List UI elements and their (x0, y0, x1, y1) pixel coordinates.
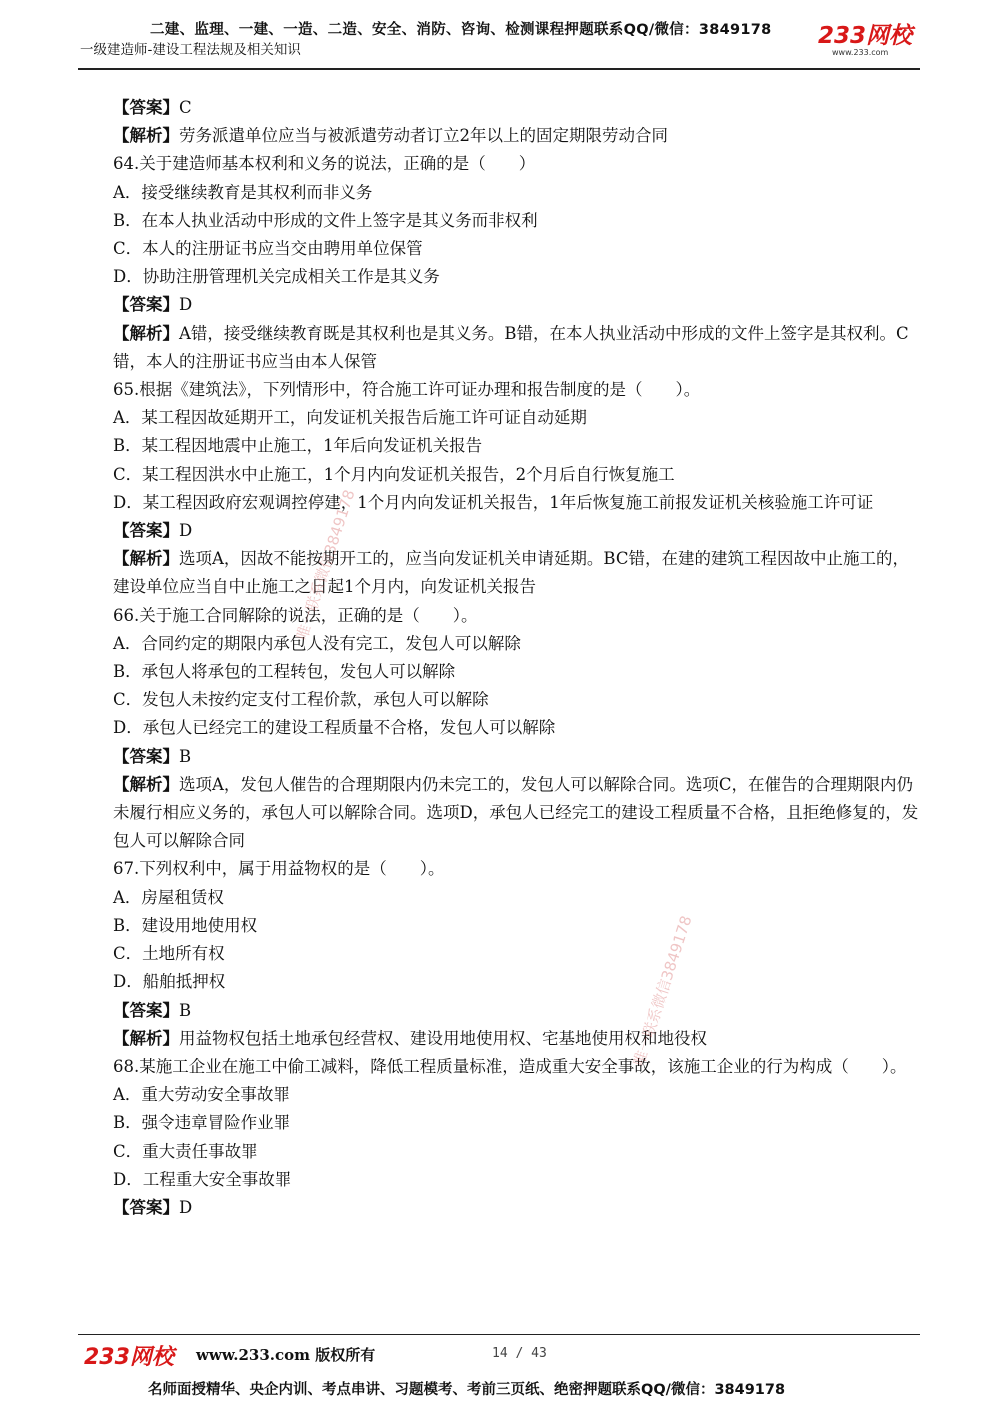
answer-option: A．合同约定的期限内承包人没有完工，发包人可以解除 (113, 633, 521, 653)
question-stem: 67.下列权利中，属于用益物权的是（ ）。 (113, 859, 445, 879)
analysis-paragraph (77, 545, 925, 601)
answer-option: C．本人的注册证书应当交由聘用单位保管 (113, 239, 423, 259)
answer-line (77, 1194, 925, 1222)
answer-line (77, 997, 925, 1025)
analysis-label: 【解析】 (113, 126, 179, 146)
footer-copyright: www.233.com 版权所有 (196, 1346, 376, 1364)
question-stem: 65.根据《建筑法》，下列情形中，符合施工许可证办理和报告制度的是（ ）。 (113, 380, 701, 400)
answer-value: D (179, 1197, 193, 1217)
answer-option: D．船舶抵押权 (113, 972, 226, 992)
answer-line (77, 94, 925, 122)
answer-option: B．在本人执业活动中形成的文件上签字是其义务而非权利 (113, 210, 538, 230)
answer-label: 【答案】 (113, 1000, 179, 1020)
answer-label: 【答案】 (113, 746, 179, 766)
question-stem: 64.关于建造师基本权利和义务的说法，正确的是（ ） (113, 154, 536, 174)
answer-value: D (179, 521, 193, 541)
analysis-text: A错，接受继续教育既是其权利也是其义务。B错，在本人执业活动中形成的文件上签字是其权利。C错，本人的注册证书应当由本人保管 (113, 323, 909, 371)
answer-option: A．接受继续教育是其权利而非义务 (113, 182, 373, 202)
analysis-paragraph (77, 320, 925, 376)
answer-option: C．某工程因洪水中止施工，1个月内向发证机关报告，2个月后自行恢复施工 (113, 464, 675, 484)
analysis-text: 选项A，因故不能按期开工的，应当向发证机关申请延期。BC错，在建的建筑工程因故中止施工的，建设单位应当自中止施工之日起1个月内，向发证机关报告 (113, 549, 909, 597)
brand-logo (818, 24, 928, 64)
answer-line (77, 743, 925, 771)
answer-option: A．房屋租赁权 (113, 887, 224, 907)
answer-value: B (179, 1000, 192, 1020)
analysis-text: 用益物权包括土地承包经营权、建设用地使用权、宅基地使用权和地役权 (179, 1028, 707, 1048)
answer-label: 【答案】 (113, 1197, 179, 1217)
answer-option: C．重大责任事故罪 (113, 1141, 258, 1161)
footer-contact-line: 名师面授精华、央企内训、考点串讲、习题模考、考前三页纸、绝密押题联系QQ/微信：3849178 (148, 1382, 786, 1398)
answer-option: B．某工程因地震中止施工，1年后向发证机关报告 (113, 436, 483, 456)
question-stem: 66.关于施工合同解除的说法，正确的是（ ）。 (113, 605, 478, 625)
analysis-label: 【解析】 (113, 549, 179, 569)
analysis-paragraph (77, 1025, 925, 1053)
analysis-text: 选项A，发包人催告的合理期限内仍未完工的，发包人可以解除合同。选项C，在催告的合理期限内仍未履行相应义务的，承包人可以解除合同。选项D，承包人已经完工的建设工程质量不合格，且拒绝修复的，发包人可以解除合同 (113, 774, 919, 851)
answer-option: D．承包人已经完工的建设工程质量不合格，发包人可以解除 (113, 718, 556, 738)
brand-logo-url: www.233.com (832, 48, 889, 57)
answer-option: B．强令违章冒险作业罪 (113, 1113, 291, 1133)
answer-option: A．重大劳动安全事故罪 (113, 1085, 290, 1105)
answer-option: B．建设用地使用权 (113, 915, 258, 935)
question-stem: 68.某施工企业在施工中偷工减料，降低工程质量标准，造成重大安全事故，该施工企业的行为构成（ ）。 (113, 1056, 907, 1076)
analysis-text: 劳务派遣单位应当与被派遣劳动者订立2年以上的固定期限劳动合同 (179, 126, 668, 146)
document-subtitle: 一级建造师-建设工程法规及相关知识 (80, 42, 301, 58)
header-contact-line: 二建、监理、一建、一造、二造、安全、消防、咨询、检测课程押题联系QQ/微信：3849178 (150, 22, 772, 38)
analysis-label: 【解析】 (113, 323, 179, 343)
analysis-label: 【解析】 (113, 774, 179, 794)
answer-line (77, 291, 925, 319)
footer-divider (78, 1334, 920, 1335)
analysis-paragraph (77, 771, 925, 856)
brand-logo-text: 233网校 (818, 23, 913, 49)
answer-line (77, 517, 925, 545)
answer-option: D．协助注册管理机关完成相关工作是其义务 (113, 267, 440, 287)
answer-value: B (179, 746, 192, 766)
answer-option: D．某工程因政府宏观调控停建，1个月内向发证机关报告，1年后恢复施工前报发证机关核验施工许可证 (113, 492, 874, 512)
analysis-paragraph (77, 122, 925, 150)
answer-label: 【答案】 (113, 295, 179, 315)
answer-label: 【答案】 (113, 98, 179, 117)
footer-logo: 233网校 (84, 1345, 174, 1370)
watermark: 唯一联系微信3849178 (292, 487, 359, 643)
answer-option: C．发包人未按约定支付工程价款，承包人可以解除 (113, 690, 489, 710)
answer-value: C (179, 98, 192, 117)
analysis-label: 【解析】 (113, 1028, 179, 1048)
header-divider (78, 68, 920, 70)
answer-option: A．某工程因故延期开工，向发证机关报告后施工许可证自动延期 (113, 408, 587, 428)
answer-option: B．承包人将承包的工程转包，发包人可以解除 (113, 662, 456, 682)
watermark: 唯一联系微信3849178 (629, 913, 696, 1069)
document-body (77, 94, 925, 1222)
answer-value: D (179, 295, 193, 315)
answer-option: C．土地所有权 (113, 944, 225, 964)
answer-label: 【答案】 (113, 521, 179, 541)
answer-option: D．工程重大安全事故罪 (113, 1169, 292, 1189)
page-number: 14 / 43 (492, 1346, 547, 1361)
